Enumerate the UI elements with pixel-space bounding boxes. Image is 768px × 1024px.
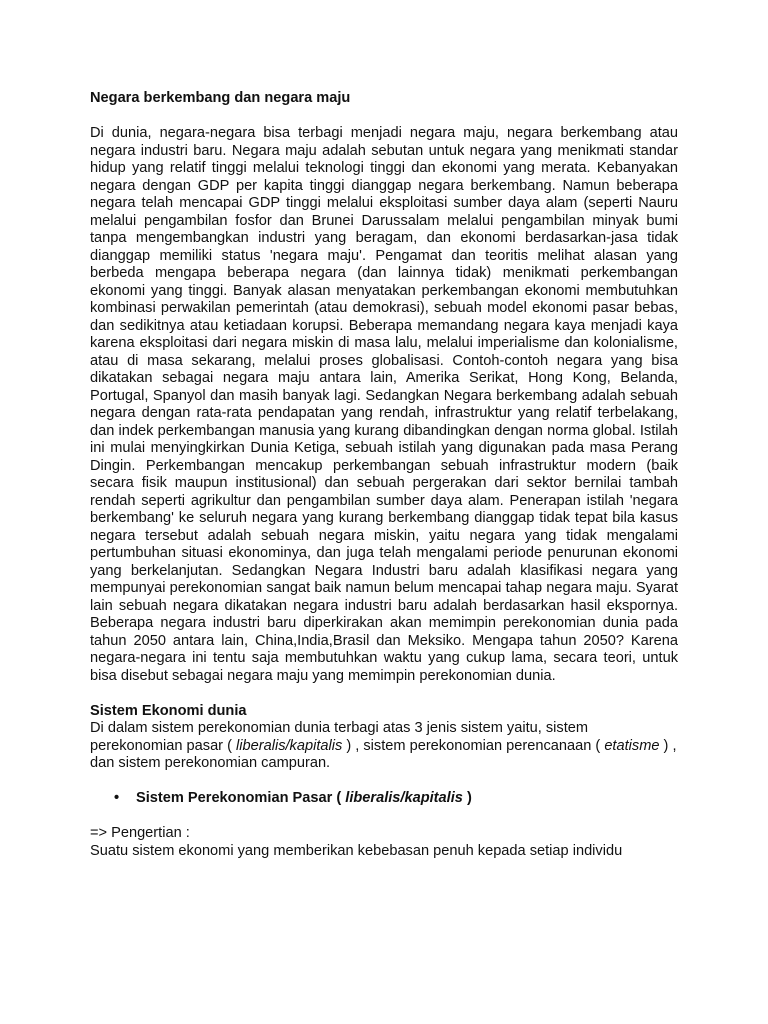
section-title: Sistem Ekonomi dunia [90, 702, 247, 719]
pengertian-label: => Pengertian : [90, 825, 190, 841]
spacer [90, 108, 678, 126]
intro-text-3: ) , dan sistem perekonomian campuran. [90, 737, 677, 771]
intro-text-1: Di dalam sistem perekonomian dunia terbagi atas 3 jenis sistem yaitu, sistem perekonomian pasar ( [90, 720, 589, 754]
spacer [90, 773, 678, 791]
spacer [90, 808, 678, 826]
bullet-italic: liberalis/kapitalis [345, 790, 463, 806]
intro-italic-2: etatisme [604, 737, 660, 754]
document-page [90, 90, 678, 860]
intro-italic-1: liberalis/kapitalis [236, 737, 343, 754]
bullet-text-1: Sistem Perekonomian Pasar ( [136, 790, 346, 806]
bullet-item [90, 790, 678, 808]
spacer [90, 685, 678, 703]
bullet-text-2: ) [462, 790, 472, 806]
document-title: Negara berkembang dan negara maju [90, 90, 351, 106]
bullet-marker: • [114, 790, 120, 806]
pengertian-text: Suatu sistem ekonomi yang memberikan kebebasan penuh kepada setiap individu [90, 842, 623, 859]
intro-text-2: ) , sistem perekonomian perencanaan ( [342, 737, 605, 754]
body-paragraph: Di dunia, negara-negara bisa terbagi menjadi negara maju, negara berkembang atau negara industri baru. Negara maju adalah sebutan untuk negara yang menikmati standar hidup yang relatif tinggi melalui teknologi tinggi dan ekonomi yang merata. Kebanyakan negara dengan GDP per kapita tinggi dianggap negara berkembang. Namun beberapa negara telah mencapai GDP tinggi melalui eksploitasi sumber daya alam (seperti Nauru melalui pengambilan fosfor dan Brunei Darussalam melalui pengambilan minyak bumi tanpa mengembangkan industri yang beragam, dan ekonomi berdasarkan-jasa tidak dianggap memiliki status 'negara maju'. Pengamat dan teoritis melihat alasan yang berbeda mengapa beberapa negara (dan lainnya tidak) menikmati perkembangan ekonomi yang tinggi. Banyak alasan menyatakan perkembangan ekonomi membutuhkan kombinasi perwakilan pemerintah (atau demokrasi), sebuah model ekonomi pasar bebas, dan sedikitnya atau ketiadaan korupsi. Beberapa memandang negara kaya menjadi kaya karena eksploitasi dari negara miskin di masa lalu, melalui imperialisme dan kolonialisme, atau di masa sekarang, melalui proses globalisasi. Contoh-contoh negara yang bisa dikatakan sebagai negara maju antara lain, Amerika Serikat, Hong Kong, Belanda, Portugal, Spanyol dan masih banyak lagi. Sedangkan Negara berkembang adalah sebuah negara dengan rata-rata pendapatan yang rendah, infrastruktur yang relatif terbelakang, dan indek perkembangan manusia yang kurang dibandingkan dengan norma global. Istilah ini mulai menyingkirkan Dunia Ketiga, sebuah istilah yang digunakan pada masa Perang Dingin. Perkembangan mencakup perkembangan sebuah infrastruktur modern (baik secara fisik maupun institusional) dan sebuah pergerakan dari sektor bernilai tambah rendah seperti agrikultur dan pengambilan sumber daya alam. Penerapan istilah 'negara berkembang' ke seluruh negara yang kurang berkembang dianggap tidak tepat bila kasus negara tersebut adalah sebuah negara miskin, yaitu negara yang tidak mengalami pertumbuhan situasi ekonominya, dan juga telah mengalami periode penurunan ekonomi yang berkelanjutan. Sedangkan Negara Industri baru adalah klasifikasi negara yang mempunyai perekonomian sangat baik namun belum mencapai tahap negara maju. Syarat lain sebuah negara dikatakan negara industri baru adalah berdasarkan hasil ekspornya. Beberapa negara industri baru diperkirakan akan memimpin perekonomian dunia pada tahun 2050 antara lain, China,India,Brasil dan Meksiko. Mengapa tahun 2050? Karena negara-negara ini tentu saja membutuhkan waktu yang cukup lama, secara teori, untuk bisa disebut sebagai negara maju yang memimpin perekonomian dunia. [90, 125, 678, 684]
section-intro [90, 720, 678, 773]
